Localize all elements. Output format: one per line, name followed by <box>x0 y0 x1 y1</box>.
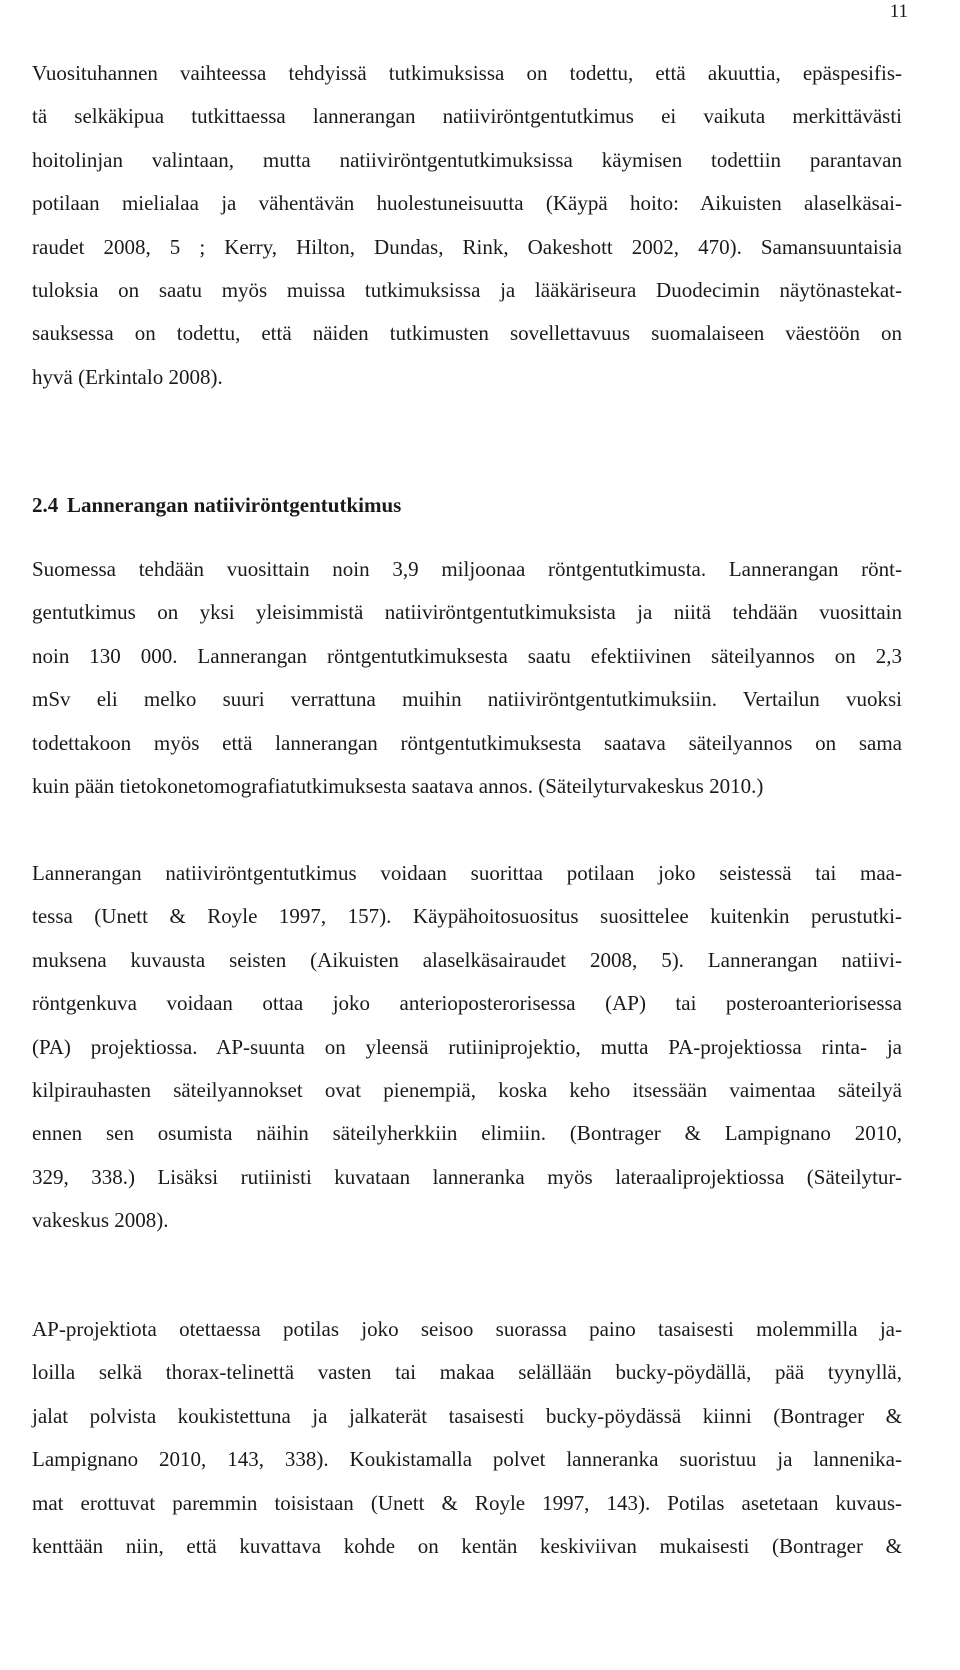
text-line: 329, 338.) Lisäksi rutiinisti kuvataan lanneranka myös lateraaliprojektiossa (Säteilytur- <box>32 1164 902 1189</box>
text-line: noin 130 000. Lannerangan röntgentutkimuksesta saatu efektiivinen säteilyannos on 2,3 <box>32 643 902 668</box>
section-title: Lannerangan natiiviröntgentutkimus <box>67 493 402 517</box>
text-line: vakeskus 2008). <box>32 1208 169 1233</box>
text-line: Lampignano 2010, 143, 338). Koukistamalla polvet lanneranka suoristuu ja lannenika- <box>32 1447 902 1472</box>
text-line: loilla selkä thorax-telinettä vasten tai makaa selällään bucky-pöydällä, pää tyynyllä, <box>32 1360 902 1385</box>
text-line: ennen sen osumista näihin säteilyherkkiin elimiin. (Bontrager & Lampignano 2010, <box>32 1121 902 1146</box>
text-line: kilpirauhasten säteilyannokset ovat pienempiä, koska keho itsessään vaimentaa säteilyä <box>32 1077 902 1102</box>
paragraph-3 <box>32 852 902 1243</box>
text-line: potilaan mielialaa ja vähentävän huolestuneisuutta (Käypä hoito: Aikuisten alaselkäsai- <box>32 191 902 216</box>
paragraph-4 <box>32 1308 902 1568</box>
text-line: sauksessa on todettu, että näiden tutkimusten sovellettavuus suomalaiseen väestöön on <box>32 321 902 346</box>
section-number: 2.4 <box>32 493 59 517</box>
text-line: (PA) projektiossa. AP-suunta on yleensä rutiiniprojektio, mutta PA-projektiossa rinta- ja <box>32 1034 902 1059</box>
text-line: röntgenkuva voidaan ottaa joko anterioposterorisessa (AP) tai posteroanteriorisessa <box>32 991 902 1016</box>
text-line: gentutkimus on yksi yleisimmistä natiiviröntgentutkimuksista ja niitä tehdään vuosittain <box>32 600 902 625</box>
text-line: kuin pään tietokonetomografiatutkimuksesta saatava annos. (Säteilyturvakeskus 2010.) <box>32 773 764 798</box>
text-line: Vuosituhannen vaihteessa tehdyissä tutkimuksissa on todettu, että akuuttia, epäspesifis- <box>32 61 902 85</box>
text-line: mat erottuvat paremmin toisistaan (Unett & Royle 1997, 143). Potilas asetetaan kuvaus- <box>32 1490 902 1515</box>
text-line: todettakoon myös että lannerangan röntgentutkimuksesta saatava säteilyannos on sama <box>32 730 902 755</box>
section-heading <box>32 484 401 527</box>
text-line: tuloksia on saatu myös muissa tutkimuksissa ja lääkäriseura Duodecimin näytönastekat- <box>32 277 902 302</box>
text-line: Lannerangan natiiviröntgentutkimus voidaan suorittaa potilaan joko seistessä tai maa- <box>32 861 902 885</box>
text-line: mSv eli melko suuri verrattuna muihin natiiviröntgentutkimuksiin. Vertailun vuoksi <box>32 687 902 712</box>
text-line: AP-projektiota otettaessa potilas joko seisoo suorassa paino tasaisesti molemmilla ja- <box>32 1317 902 1341</box>
text-line: raudet 2008, 5 ; Kerry, Hilton, Dundas, Rink, Oakeshott 2002, 470). Samansuuntaisia <box>32 234 902 259</box>
text-line: tä selkäkipua tutkittaessa lannerangan natiiviröntgentutkimus ei vaikuta merkittävästi <box>32 104 902 129</box>
text-line: hoitolinjan valintaan, mutta natiiviröntgentutkimuksissa käymisen todettiin parantavan <box>32 147 902 172</box>
text-line: hyvä (Erkintalo 2008). <box>32 364 223 389</box>
paragraph-1 <box>32 52 902 399</box>
text-line: tessa (Unett & Royle 1997, 157). Käypähoitosuositus suosittelee kuitenkin perustutki- <box>32 904 902 929</box>
text-line: kenttään niin, että kuvattava kohde on kentän keskiviivan mukaisesti (Bontrager & <box>32 1533 902 1558</box>
page-number: 11 <box>889 1 908 22</box>
text-line: muksena kuvausta seisten (Aikuisten alaselkäsairaudet 2008, 5). Lannerangan natiivi- <box>32 947 902 972</box>
text-line: Suomessa tehdään vuosittain noin 3,9 miljoonaa röntgentutkimusta. Lannerangan rönt- <box>32 557 902 581</box>
paragraph-2 <box>32 548 902 808</box>
text-line: jalat polvista koukistettuna ja jalkaterät tasaisesti bucky-pöydässä kiinni (Bontrager & <box>32 1403 902 1428</box>
